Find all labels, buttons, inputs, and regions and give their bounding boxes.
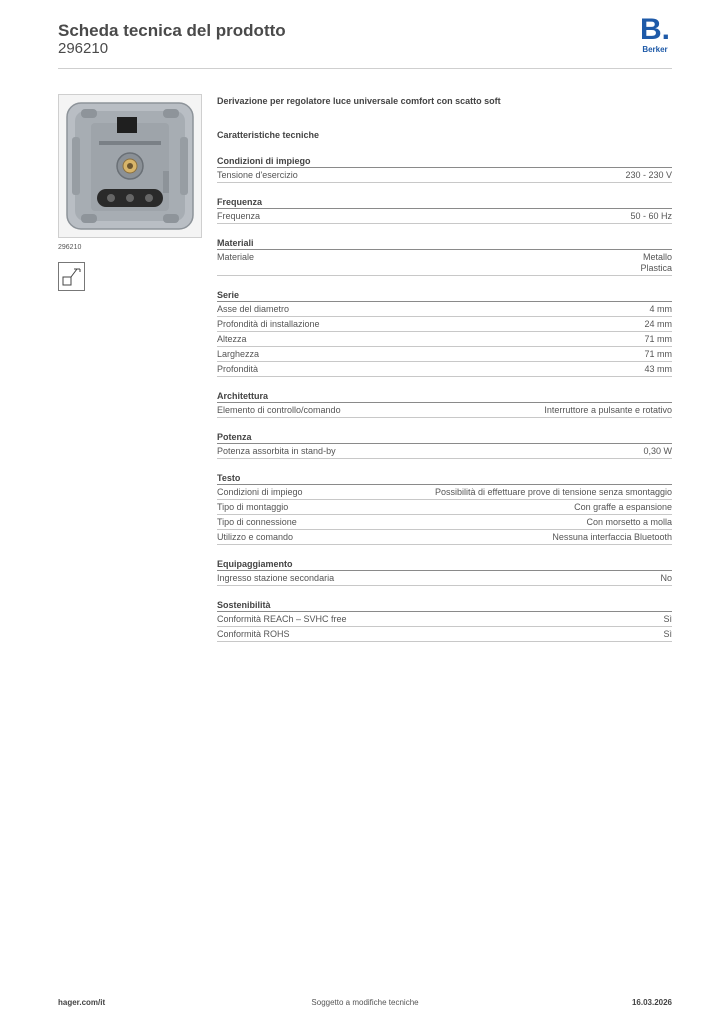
footer-website: hager.com/it [58,998,106,1007]
section-title: Serie [217,288,672,302]
spec-value [660,573,672,584]
spec-value-line: Sì [663,628,672,639]
spec-label: Materiale [217,251,255,262]
footer-date: 16.03.2026 [631,998,672,1007]
spec-value-line: 71 mm [644,348,672,359]
spec-row [217,485,672,500]
spec-section [217,195,672,224]
features-heading: Caratteristiche tecniche [217,130,320,140]
spec-label: Condizioni di impiego [217,486,303,497]
spec-sections [217,154,672,642]
spec-section [217,389,672,418]
spec-row [217,612,672,627]
image-caption: 296210 [58,244,82,251]
spec-value-line: 230 - 230 V [625,169,672,180]
spec-label: Profondità di installazione [217,318,320,329]
spec-row [217,362,672,377]
spec-label: Larghezza [217,348,260,359]
spec-label: Conformità ROHS [217,628,290,639]
page-header [58,13,672,69]
spec-label: Ingresso stazione secondaria [217,572,335,583]
spec-label: Asse del diametro [217,303,290,314]
spec-row [217,209,672,224]
spec-label: Conformità REACh – SVHC free [217,613,347,624]
spec-section [217,288,672,377]
spec-label: Profondità [217,363,259,374]
spec-value-line: No [660,572,672,583]
spec-label: Elemento di controllo/comando [217,404,341,415]
spec-row [217,515,672,530]
spec-value-line: Sì [663,613,672,624]
spec-label: Tipo di connessione [217,516,297,527]
spec-value-line: Plastica [640,262,672,273]
spec-value [544,405,672,416]
spec-value [643,446,672,457]
spec-section [217,557,672,586]
spec-label: Frequenza [217,210,261,221]
section-title: Frequenza [217,195,672,209]
spec-value-line: 50 - 60 Hz [630,210,672,221]
spec-value-line: Metallo [642,251,672,262]
spec-section [217,236,672,276]
spec-row [217,168,672,183]
spec-value-line: 24 mm [644,318,672,329]
spec-label: Tensione d'esercizio [217,169,298,180]
spec-value [644,349,672,360]
spec-section [217,471,672,545]
spec-value-line: 71 mm [644,333,672,344]
spec-value [644,334,672,345]
spec-value [644,364,672,375]
spec-row [217,250,672,276]
spec-value [574,502,672,513]
section-title: Testo [217,471,672,485]
spec-row [217,571,672,586]
spec-label: Utilizzo e comando [217,531,294,542]
berker-logo [638,15,672,55]
product-image [58,94,202,238]
footer-note: Soggetto a modifiche tecniche [311,998,419,1007]
section-title: Architettura [217,389,672,403]
spec-label: Tipo di montaggio [217,501,289,512]
spec-value-line: Con graffe a espansione [574,501,672,512]
logo-text: Berker [642,45,668,54]
spec-value-line: Con morsetto a molla [586,516,672,527]
spec-section [217,430,672,459]
spec-section [217,598,672,642]
product-code: 296210 [58,40,109,57]
spec-row [217,317,672,332]
page-title: Scheda tecnica del prodotto [58,21,286,40]
spec-row [217,302,672,317]
spec-value-line: 43 mm [644,363,672,374]
spec-row [217,530,672,545]
spec-row [217,627,672,642]
spec-value-line: Nessuna interfaccia Bluetooth [552,531,672,542]
spec-row [217,444,672,459]
dimmer-symbol-icon [58,262,85,291]
spec-row [217,347,672,362]
spec-value [552,532,672,543]
spec-row [217,500,672,515]
spec-label: Altezza [217,333,247,344]
spec-value-line: 4 mm [649,303,672,314]
spec-value [663,629,672,640]
spec-value-line: Possibilità di effettuare prove di tensione senza smontaggio [435,486,672,497]
spec-value [435,487,672,498]
spec-value [625,170,672,181]
section-title: Equipaggiamento [217,557,672,571]
spec-section [217,154,672,183]
spec-value [650,304,673,315]
spec-row [217,332,672,347]
spec-row [217,403,672,418]
spec-value-line: 0,30 W [643,445,672,456]
section-title: Materiali [217,236,672,250]
spec-label: Potenza assorbita in stand-by [217,445,336,456]
spec-value [644,319,672,330]
spec-value-line: Interruttore a pulsante e rotativo [544,404,672,415]
section-title: Potenza [217,430,672,444]
spec-value [663,614,672,625]
spec-content [217,94,672,642]
section-title: Condizioni di impiego [217,154,672,168]
section-title: Sostenibilità [217,598,672,612]
spec-value [630,211,672,222]
logo-letter: B. [639,13,670,46]
product-description: Derivazione per regolatore luce universale comfort con scatto soft [217,96,501,106]
spec-value [640,252,672,274]
spec-value [586,517,672,528]
